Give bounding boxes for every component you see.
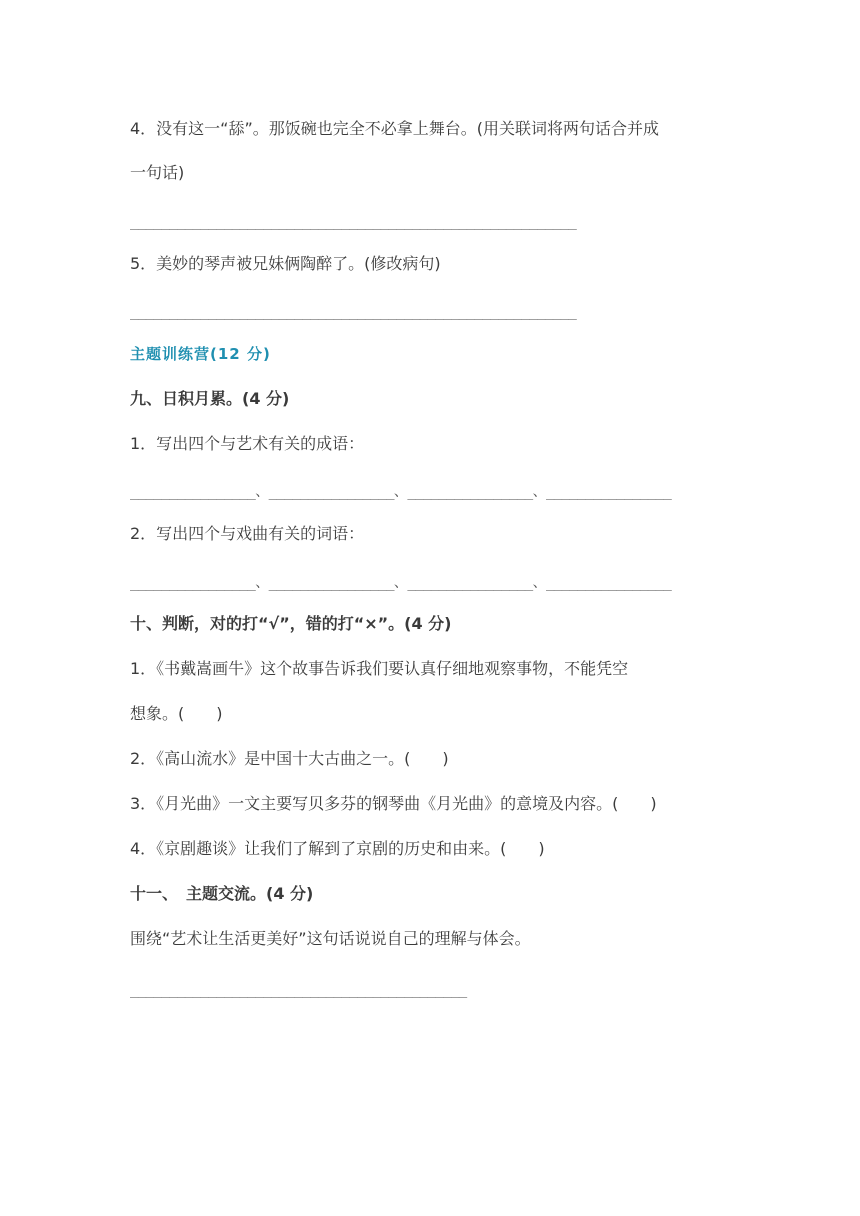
question-4-line-2: 一句话) bbox=[130, 163, 185, 182]
section-9-heading: 九、日积月累。(4 分) bbox=[130, 389, 290, 408]
answer-blank-q5: _________________________________________________________ bbox=[130, 304, 577, 320]
answer-blank-s11: ___________________________________________ bbox=[130, 982, 467, 998]
section-11-heading: 十一、 主题交流。(4 分) bbox=[130, 884, 314, 903]
section-10-question-1-line-2: 想象。( ) bbox=[130, 704, 223, 723]
section-9-question-2: 2．写出四个与戏曲有关的词语： bbox=[130, 524, 365, 543]
section-10-heading: 十、判断，对的打“√”，错的打“×”。(4 分) bbox=[130, 614, 452, 633]
answer-blanks-s9-q2: ________________、________________、________________、________________ bbox=[130, 575, 672, 591]
section-10-question-2: 2．《高山流水》是中国十大古曲之一。( ) bbox=[130, 749, 449, 768]
section-title: 主题训练营(12 分) bbox=[130, 345, 271, 363]
question-4-line-1: 4．没有这一“舔”。那饭碗也完全不必拿上舞台。(用关联词将两句话合并成 bbox=[130, 119, 660, 138]
answer-blank-q4: _________________________________________________________ bbox=[130, 214, 577, 230]
section-10-question-1-line-1: 1．《书戴嵩画牛》这个故事告诉我们要认真仔细地观察事物，不能凭空 bbox=[130, 659, 629, 678]
answer-blanks-s9-q1: ________________、________________、________________、________________ bbox=[130, 484, 672, 500]
section-10-question-4: 4．《京剧趣谈》让我们了解到了京剧的历史和由来。( ) bbox=[130, 839, 545, 858]
section-10-question-3: 3．《月光曲》一文主要写贝多芬的钢琴曲《月光曲》的意境及内容。( ) bbox=[130, 794, 657, 813]
section-9-question-1: 1．写出四个与艺术有关的成语： bbox=[130, 434, 365, 453]
question-5: 5．美妙的琴声被兄妹俩陶醉了。(修改病句) bbox=[130, 254, 441, 273]
section-11-prompt: 围绕“艺术让生活更美好”这句话说说自己的理解与体会。 bbox=[130, 929, 531, 948]
